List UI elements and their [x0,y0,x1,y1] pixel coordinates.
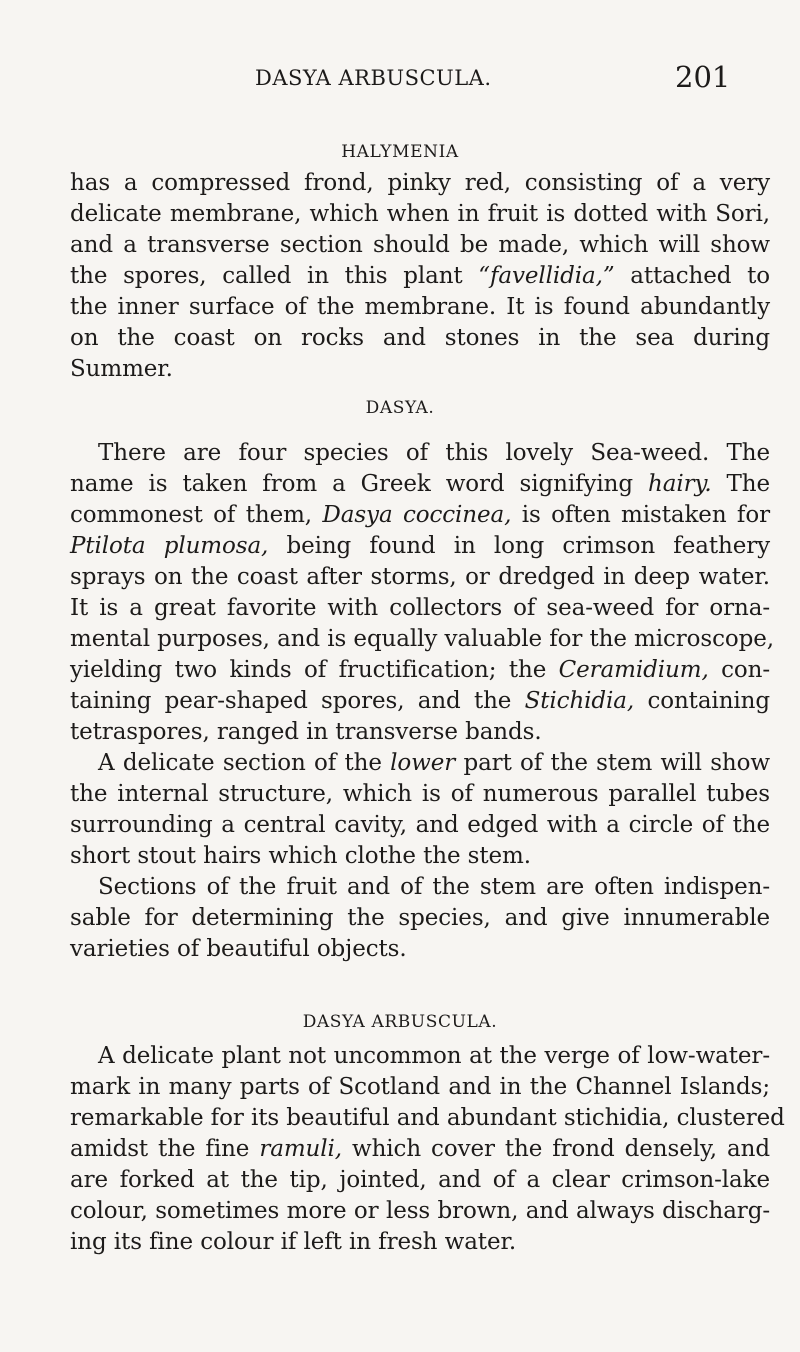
paragraph [70,748,770,872]
text-line: amidst the fine ramuli, which cover the frond densely, and [70,1136,770,1162]
italic-term: Stichidia, [524,688,635,714]
text-line: varieties of beautiful objects. [70,936,407,962]
text-line: mental purposes, and is equally valuable for the microscope, [70,626,775,652]
text-line: the spores, called in this plant “favellidia,” attached to [70,263,770,289]
text-line: surrounding a central cavity, and edged with a circle of the [70,812,770,838]
paragraph [70,168,770,385]
section-heading-halymenia: HALYMENIA [341,142,459,162]
text-line: Ptilota plumosa, being found in long crimson feathery [70,533,770,559]
text-line: has a compressed frond, pinky red, consisting of a very [70,170,770,196]
text-line: There are four species of this lovely Sea-weed. The [98,440,770,466]
text-line: name is taken from a Greek word signifying hairy. The [70,471,770,497]
running-head [0,62,800,102]
paragraph [70,1041,785,1258]
italic-term: “favellidia,” [478,263,615,289]
text-line: Summer. [70,356,173,382]
text-line: yielding two kinds of fructification; the Ceramidium, con- [70,657,771,683]
italic-term: Ceramidium, [558,657,709,683]
page-number: 201 [675,60,731,94]
text-line: and a transverse section should be made, which will show [70,232,770,258]
running-title: DASYA ARBUSCULA. [255,66,492,90]
paragraph [70,872,770,965]
text-line: taining pear-shaped spores, and the Stichidia, containing [70,688,770,714]
text-line: Sections of the fruit and of the stem are often indispen- [98,874,770,900]
italic-term: Ptilota plumosa, [70,533,269,559]
text-line: A delicate section of the lower part of the stem will show [98,750,770,776]
text-line: sprays on the coast after storms, or dredged in deep water. [70,564,770,590]
text-line: ing its fine colour if left in fresh water. [70,1229,517,1255]
text-line: colour, sometimes more or less brown, and always discharg- [70,1198,770,1224]
text-line: the internal structure, which is of numerous parallel tubes [70,781,770,807]
text-line: are forked at the tip, jointed, and of a clear crimson-lake [70,1167,770,1193]
text-line: sable for determining the species, and give innumerable [70,905,770,931]
text-line: tetraspores, ranged in transverse bands. [70,719,542,745]
text-line: remarkable for its beautiful and abundant stichidia, clustered [70,1105,785,1131]
text-line: mark in many parts of Scotland and in the Channel Islands; [70,1074,770,1100]
section-heading-dasya: DASYA. [365,398,435,418]
text-line: short stout hairs which clothe the stem. [70,843,531,869]
text-line: on the coast on rocks and stones in the sea during [70,325,770,351]
italic-term: hairy. [648,471,712,497]
text-line: A delicate plant not uncommon at the verge of low-water- [98,1043,770,1069]
text-line: delicate membrane, which when in fruit is dotted with Sori, [70,201,770,227]
text-line: the inner surface of the membrane. It is found abundantly [70,294,770,320]
text-line: commonest of them, Dasya coccinea, is often mistaken for [70,502,770,528]
italic-term: lower [390,750,456,776]
section-heading-dasya-arbuscula: DASYA ARBUSCULA. [302,1012,498,1032]
italic-term: ramuli, [259,1136,342,1162]
text-line: It is a great favorite with collectors of sea-weed for orna- [70,595,770,621]
paragraph [70,438,775,748]
italic-term: Dasya coccinea, [322,502,512,528]
